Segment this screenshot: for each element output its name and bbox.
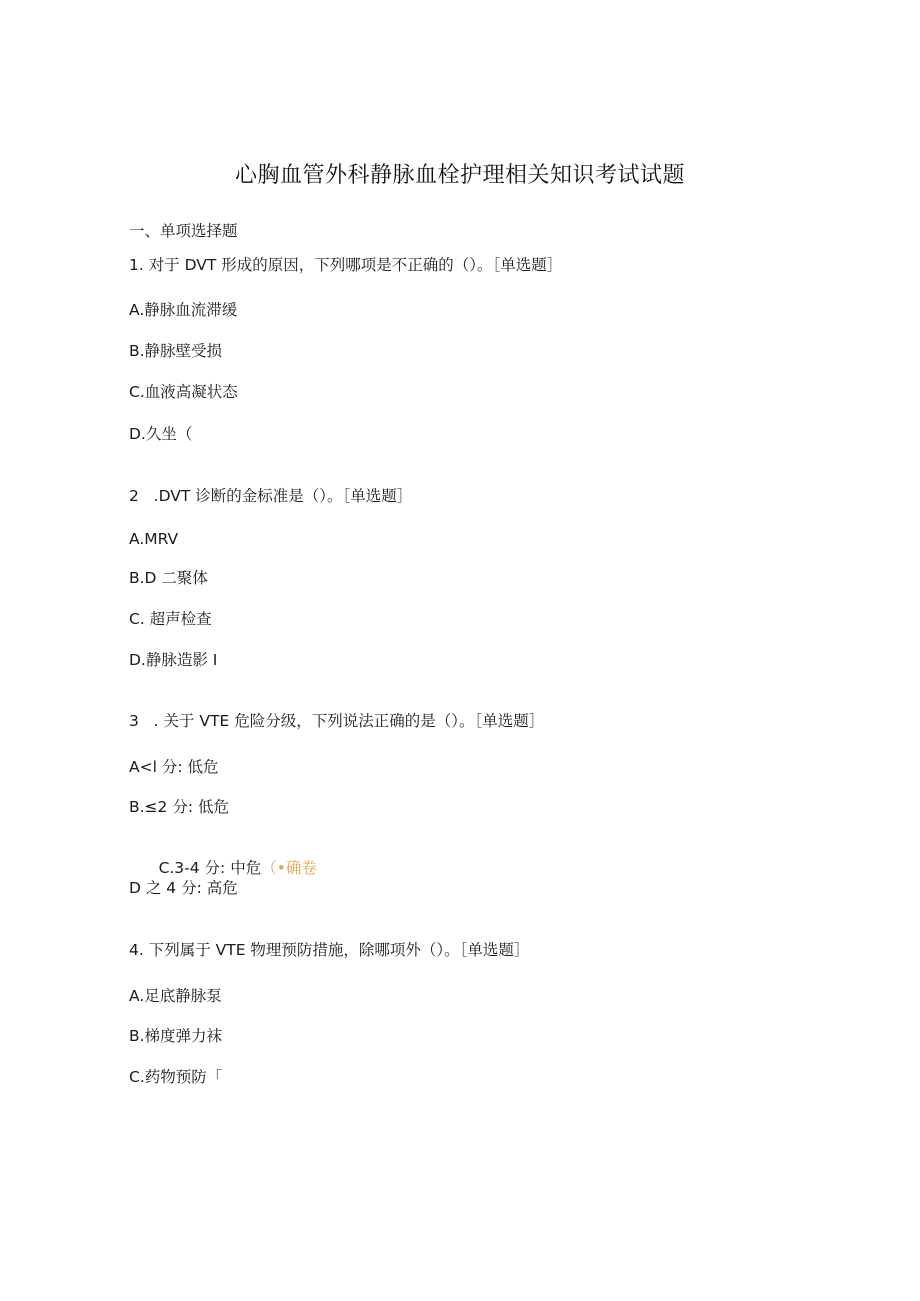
option-c: C.3-4 分: 中危 [158, 859, 262, 877]
section-heading: 一、单项选择题 [129, 222, 238, 240]
option-a: A.足底静脉泵 [129, 987, 222, 1005]
option-c: C.药物预防「 [129, 1068, 223, 1086]
option-d: D.静脉造影 I [129, 651, 218, 669]
page-title: 心胸血管外科静脉血栓护理相关知识考试试题 [234, 163, 685, 188]
option-b: B.≤2 分: 低危 [129, 798, 229, 816]
option-b: B.静脉壁受损 [129, 342, 223, 360]
option-a: A<l 分: 低危 [129, 758, 219, 776]
option-c-note: （•确卷 [261, 859, 317, 877]
option-c: C. 超声检查 [129, 610, 212, 628]
option-a: A.静脉血流滞缓 [129, 301, 238, 319]
question-stem: 4. 下列属于 VTE 物理预防措施，除哪项外（）。［单选题］ [129, 941, 530, 959]
question-stem: 1. 对于 DVT 形成的原因，下列哪项是不正确的（）。［单选题］ [129, 256, 563, 274]
option-c: C.血液高凝状态 [129, 383, 238, 401]
question-stem: 2 .DVT 诊断的金标准是（）。［单选题］ [129, 487, 413, 505]
question-stem: 3 . 关于 VTE 危险分级，下列说法正确的是（）。［单选题］ [129, 712, 545, 730]
option-d: D.久坐（ [129, 425, 193, 443]
option-b: B.梯度弹力袜 [129, 1027, 223, 1045]
option-d: D 之 4 分: 高危 [129, 879, 238, 897]
option-b: B.D 二聚体 [129, 569, 208, 587]
option-a: A.MRV [129, 530, 179, 548]
